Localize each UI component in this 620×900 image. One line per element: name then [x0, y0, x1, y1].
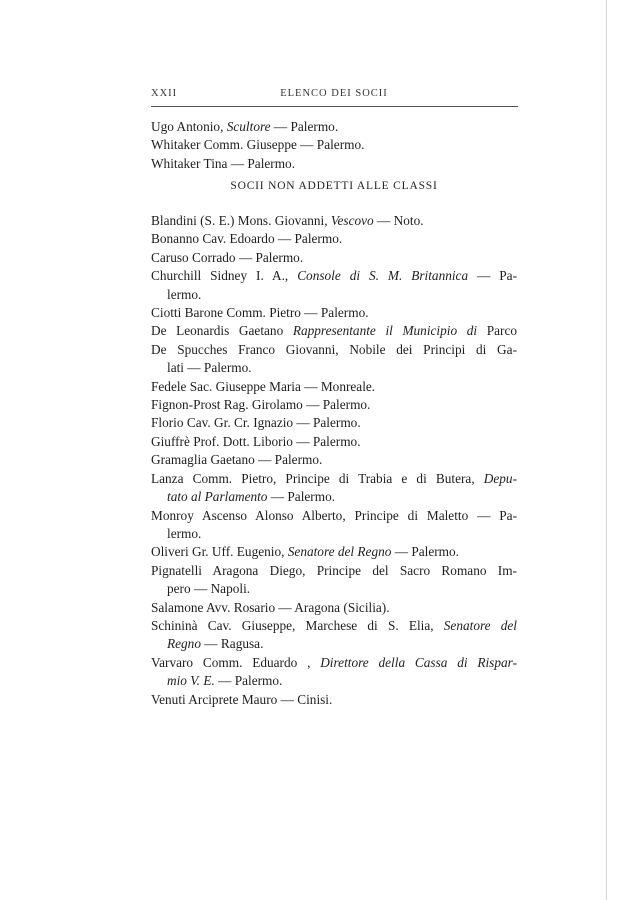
list-item: Monroy Ascenso Alonso Alberto, Principe di Maletto — Pa- lermo. [151, 507, 517, 541]
list-item: Caruso Corrado — Palermo. [151, 249, 304, 265]
list-item: Gramaglia Gaetano — Palermo. [151, 452, 323, 468]
list-item: De Spucches Franco Giovanni, Nobile dei Principi di Ga- lati — Palermo. [151, 341, 517, 376]
list-item: Blandini (S. E.) Mons. Giovanni, Vescovo — Noto. [151, 213, 424, 228]
list-item: Bonanno Cav. Edoardo — Palermo. [151, 231, 343, 247]
list-item: Ciotti Barone Comm. Pietro — Palermo. [151, 305, 369, 321]
list-item: Giuffrè Prof. Dott. Liborio — Palermo. [151, 433, 361, 449]
list-item: Churchill Sidney I. A., Console di S. M. Britannica — Pa- lermo. [151, 268, 518, 302]
list-item: Varvaro Comm. Eduardo , Direttore della Cassa di Rispar- mio V. E. — Palermo. [151, 654, 517, 689]
list-item: De Leonardis Gaetano Rappresentante il Municipio di Parco [151, 323, 517, 339]
list-item: Schininà Cav. Giuseppe, Marchese di S. Elia, Senatore del Regno — Ragusa. [151, 617, 517, 652]
list-item: Florio Cav. Gr. Cr. Ignazio — Palermo. [151, 415, 361, 431]
page-edge-line [606, 0, 607, 900]
entries-continued [151, 118, 517, 173]
running-title: ELENCO DEI SOCII [280, 88, 388, 99]
list-item: Pignatelli Aragona Diego, Principe del Sacro Romano Im- pero — Napoli. [151, 562, 517, 597]
list-item: Salamone Avv. Rosario — Aragona (Sicilia). [151, 599, 390, 615]
header-rule [151, 106, 518, 107]
list-item: Ugo Antonio, Scultore — Palermo. [151, 119, 339, 134]
list-item: Lanza Comm. Pietro, Principe di Trabia e di Butera, Depu- tato al Parlamento — Palermo. [151, 470, 517, 505]
list-item: Whitaker Tina — Palermo. [151, 155, 296, 171]
page-number: XXII [151, 88, 178, 99]
list-item: Fignon-Prost Rag. Girolamo — Palermo. [151, 397, 371, 413]
list-item: Whitaker Comm. Giuseppe — Palermo. [151, 137, 365, 153]
running-header [151, 88, 517, 104]
list-item: Oliveri Gr. Uff. Eugenio, Senatore del Regno — Palermo. [151, 544, 459, 560]
list-item: Fedele Sac. Giuseppe Maria — Monreale. [151, 378, 376, 394]
list-item: Venuti Arciprete Mauro — Cinisi. [151, 691, 333, 707]
member-list [151, 212, 517, 709]
section-heading: SOCII NON ADDETTI ALLE CLASSI [230, 180, 438, 192]
